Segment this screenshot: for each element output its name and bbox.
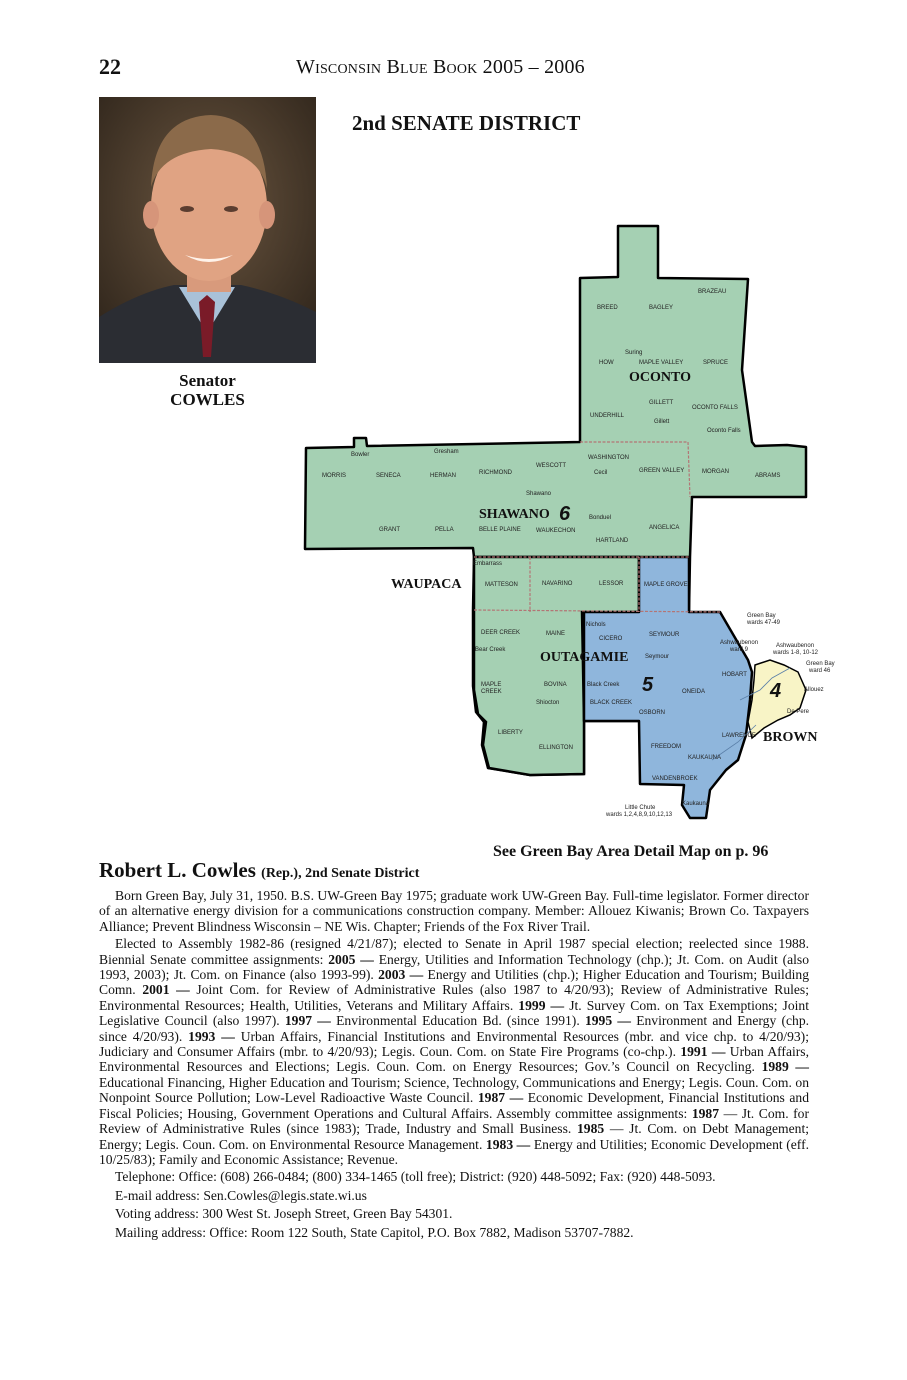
- bio-voting-address: Voting address: 300 West St. Joseph Street, Green Bay 54301.: [115, 1206, 453, 1222]
- svg-text:ELLINGTON: ELLINGTON: [539, 745, 573, 751]
- bio-email: E-mail address: Sen.Cowles@legis.state.wi.us: [115, 1187, 367, 1203]
- svg-text:MORGAN: MORGAN: [702, 469, 729, 475]
- svg-text:Green Bay: Green Bay: [806, 661, 835, 667]
- bio-telephone: Telephone: Office: (608) 266-0484; (800) 334-1465 (toll free); District: (920) 448-5092; Fax: (920) 448-5093.: [115, 1169, 716, 1185]
- svg-text:FREEDOM: FREEDOM: [651, 744, 681, 750]
- svg-text:BLACK CREEK: BLACK CREEK: [590, 700, 633, 706]
- svg-text:WASHINGTON: WASHINGTON: [588, 455, 630, 461]
- svg-text:KAUKAUNA: KAUKAUNA: [688, 755, 722, 761]
- svg-text:Green Bay: Green Bay: [747, 613, 776, 619]
- map-reference-note: See Green Bay Area Detail Map on p. 96: [493, 843, 769, 860]
- svg-text:Black Creek: Black Creek: [587, 682, 620, 688]
- svg-text:RICHMOND: RICHMOND: [479, 470, 512, 476]
- running-title: Wisconsin Blue Book 2005 – 2006: [296, 56, 585, 78]
- senator-heading: [99, 858, 419, 883]
- svg-text:SEYMOUR: SEYMOUR: [649, 632, 680, 638]
- biography: [99, 888, 809, 1243]
- svg-text:Oconto Falls: Oconto Falls: [707, 428, 741, 434]
- svg-text:UNDERHILL: UNDERHILL: [590, 413, 625, 419]
- bio-background: Born Green Bay, July 31, 1950. B.S. UW-Green Bay 1975; graduate work UW-Green Bay. Full-time legislator. Former director of an alternative energy division for a communications construction company. Member: Allouez Kiwanis; Brown Co. Taxpayers Alliance; Prevent Blindness Wisconsin – NE Wis. Chapter; Friends of the Fox River Trail.: [99, 888, 809, 934]
- svg-text:DEER CREEK: DEER CREEK: [481, 630, 521, 636]
- svg-text:HERMAN: HERMAN: [430, 473, 457, 479]
- svg-text:Embarrass: Embarrass: [473, 561, 503, 567]
- svg-text:CREEK: CREEK: [481, 689, 502, 695]
- svg-text:MAPLE GROVE: MAPLE GROVE: [644, 582, 688, 588]
- svg-text:Suring: Suring: [625, 350, 643, 356]
- svg-text:Ashwaubenon: Ashwaubenon: [776, 643, 815, 649]
- svg-text:Kaukauna: Kaukauna: [682, 801, 710, 807]
- svg-text:LESSOR: LESSOR: [599, 581, 624, 587]
- svg-text:PELLA: PELLA: [435, 527, 454, 533]
- svg-text:SPRUCE: SPRUCE: [703, 360, 729, 366]
- svg-text:OSBORN: OSBORN: [639, 710, 666, 716]
- svg-text:wards 1,2,4,8,9,10,12,13: wards 1,2,4,8,9,10,12,13: [606, 812, 673, 818]
- svg-text:MAINE: MAINE: [546, 631, 566, 637]
- svg-text:WAUKECHON: WAUKECHON: [536, 528, 576, 534]
- bio-service: Elected to Assembly 1982-86 (resigned 4/21/87); elected to Senate in April 1987 special election; reelected since 1988. Biennial Senate committee assignments: 2005 — Energy, Utilities and Information Technology (chp.); Jt. Com. on Audit (also 1993, 2003); Jt. Com. on Finance (also 1993-99). 2003 — Energy and Utilities (chp.); Higher Education and Tourism; Building Comn. 2001 — Joint Com. for Review of Administrative Rules (also 1987 to 4/20/93); Review of Administrative Rules; Environmental Resources; Health, Utilities, Veterans and Military Affairs. 1999 — Jt. Survey Com. on Tax Exemptions; Joint Legislative Council (also 1997). 1997 — Environmental Education Bd. (since 1991). 1995 — Environment and Energy (chp. since 4/20/93). 1993 — Urban Affairs, Financial Institutions and Environmental Resources (mbr. and vice chp. to 4/20/93); Judiciary and Consumer Affairs (mbr. to 4/20/93); Legis. Coun. Com. on State Fire Programs (co-chp.). 1991 — Urban Affairs, Environmental Resources and Elections; Legis. Coun. Com. on Energy Resources; Gov.’s Council on Recycling. 1989 — Educational Financing, Higher Education and Tourism; Science, Technology, Communications and Energy; Legis. Coun. Com. on Nonpoint Source Pollution; Low-Level Radioactive Waste Council. 1987 — Economic Development, Financial Institutions and Fiscal Policies; Housing, Government Operations and Cultural Affairs. Assembly committee assignments: 1987 — Jt. Com. for Review of Administrative Rules (since 1983); Trade, Industry and Small Business. 1985 — Jt. Com. on Debt Management; Energy; Legis. Coun. Com. on Environmental Resource Management. 1983 — Energy and Utilities; Economic Development (eff. 10/25/83); Family and Economic Assistance; Revenue.: [99, 936, 810, 1167]
- svg-text:Bear Creek: Bear Creek: [475, 647, 506, 653]
- district-5-number: 5: [642, 674, 654, 696]
- svg-text:BELLE PLAINE: BELLE PLAINE: [479, 527, 521, 533]
- svg-text:VANDENBROEK: VANDENBROEK: [652, 776, 698, 782]
- district-6-number: 6: [559, 503, 571, 525]
- svg-text:De Pere: De Pere: [787, 709, 810, 715]
- svg-text:BOVINA: BOVINA: [544, 682, 567, 688]
- svg-text:LIBERTY: LIBERTY: [498, 730, 523, 736]
- svg-text:Shiocton: Shiocton: [536, 700, 560, 706]
- svg-text:SENECA: SENECA: [376, 473, 401, 479]
- svg-text:Gillett: Gillett: [654, 419, 670, 425]
- svg-text:Ashwaubenon: Ashwaubenon: [720, 640, 759, 646]
- svg-text:wards 1-8, 10-12: wards 1-8, 10-12: [773, 650, 819, 656]
- caption-surname: COWLES: [170, 390, 245, 409]
- svg-text:Shawano: Shawano: [526, 491, 552, 497]
- svg-text:MAPLE: MAPLE: [481, 682, 502, 688]
- svg-text:MORRIS: MORRIS: [322, 473, 346, 479]
- svg-text:ONEIDA: ONEIDA: [682, 689, 706, 695]
- county-oconto: OCONTO: [629, 370, 691, 385]
- county-brown: BROWN: [763, 730, 818, 745]
- svg-text:Allouez: Allouez: [804, 687, 824, 693]
- svg-text:GRANT: GRANT: [379, 527, 400, 533]
- svg-text:HOBART: HOBART: [722, 672, 747, 678]
- caption-title: Senator: [179, 371, 236, 390]
- county-shawano: SHAWANO: [479, 507, 550, 522]
- page-number: 22: [99, 54, 121, 79]
- svg-text:CICERO: CICERO: [599, 636, 623, 642]
- map-title: 2nd SENATE DISTRICT: [352, 111, 581, 135]
- svg-text:Bowler: Bowler: [351, 452, 370, 458]
- svg-text:OCONTO FALLS: OCONTO FALLS: [692, 405, 738, 411]
- portrait-image: [99, 97, 316, 363]
- party-district: (Rep.), 2nd Senate District: [261, 866, 420, 881]
- photo-caption: [99, 371, 316, 409]
- svg-text:ward 9: ward 9: [730, 647, 749, 653]
- svg-text:BREED: BREED: [597, 305, 618, 311]
- svg-text:GILLETT: GILLETT: [649, 400, 674, 406]
- svg-text:MATTESON: MATTESON: [485, 582, 518, 588]
- svg-text:MAPLE VALLEY: MAPLE VALLEY: [639, 360, 684, 366]
- senator-photo: [99, 97, 316, 363]
- svg-text:LAWRENCE: LAWRENCE: [722, 733, 756, 739]
- svg-text:Cecil: Cecil: [594, 470, 608, 476]
- county-outagamie: OUTAGAMIE: [540, 650, 629, 665]
- county-waupaca: WAUPACA: [391, 577, 462, 592]
- svg-text:Gresham: Gresham: [434, 449, 459, 455]
- svg-text:Nichols: Nichols: [586, 622, 606, 628]
- district-4-number: 4: [770, 680, 782, 702]
- svg-text:HARTLAND: HARTLAND: [596, 538, 629, 544]
- svg-text:HOW: HOW: [599, 360, 614, 366]
- svg-text:WESCOTT: WESCOTT: [536, 463, 566, 469]
- senator-name: Robert L. Cowles: [99, 858, 256, 882]
- svg-text:Seymour: Seymour: [645, 654, 670, 660]
- svg-text:wards 47-49: wards 47-49: [747, 620, 781, 626]
- bio-mailing-address: Mailing address: Office: Room 122 South, State Capitol, P.O. Box 7882, Madison 53707-7882.: [115, 1224, 634, 1240]
- svg-text:BAGLEY: BAGLEY: [649, 305, 674, 311]
- svg-text:ward 46: ward 46: [809, 668, 831, 674]
- svg-text:ABRAMS: ABRAMS: [755, 473, 781, 479]
- svg-text:BRAZEAU: BRAZEAU: [698, 289, 727, 295]
- svg-text:GREEN VALLEY: GREEN VALLEY: [639, 468, 685, 474]
- svg-text:Little Chute: Little Chute: [625, 805, 656, 811]
- svg-text:NAVARINO: NAVARINO: [542, 581, 573, 587]
- svg-text:ANGELICA: ANGELICA: [649, 525, 680, 531]
- svg-text:Bonduel: Bonduel: [589, 515, 612, 521]
- district-map: [300, 220, 840, 830]
